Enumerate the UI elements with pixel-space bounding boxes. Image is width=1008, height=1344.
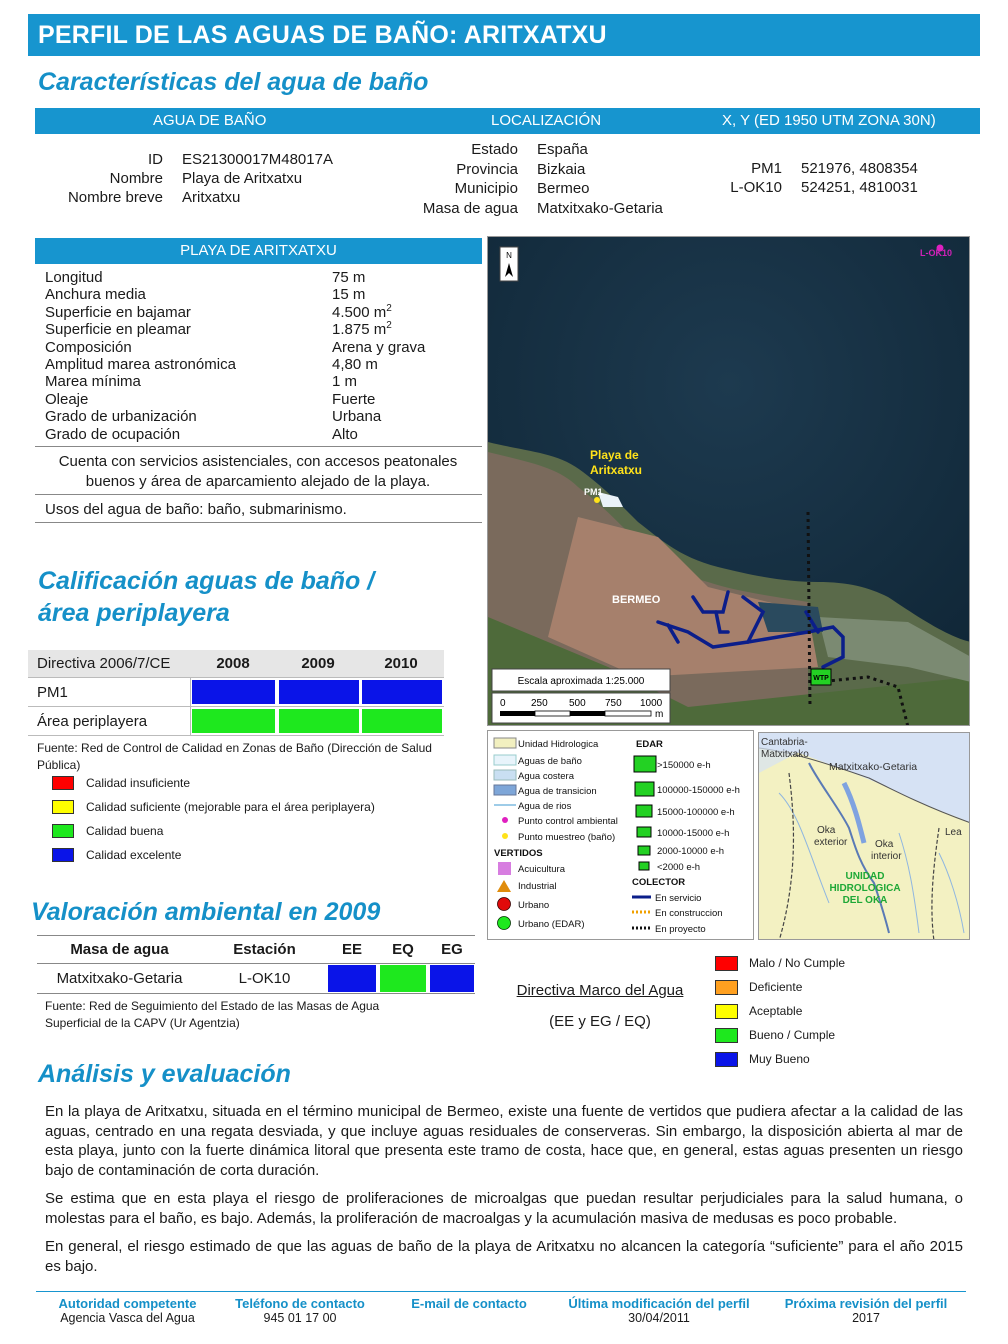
legend-label: Industrial bbox=[518, 881, 557, 892]
agua-header: AGUA DE BAÑO bbox=[153, 112, 267, 129]
legend-label: Calidad insuficiente bbox=[86, 776, 191, 790]
playa-key: Oleaje bbox=[45, 390, 89, 408]
analisis-paragraph: En general, el riesgo estimado de que las aguas de baño de la playa de Aritxatxu no alcancen la categoría “suficiente” para el año 2015 es bajo. bbox=[45, 1238, 963, 1275]
legend-label: En construccion bbox=[655, 908, 723, 919]
footer-col bbox=[770, 1296, 962, 1325]
section-heading-caracteristicas: Características del agua de baño bbox=[38, 68, 429, 96]
legend-swatch-red bbox=[52, 776, 74, 790]
footer-col bbox=[210, 1296, 390, 1325]
header-cell: EE bbox=[341, 941, 362, 958]
header-cell: EG bbox=[441, 941, 463, 958]
masa-cell: Matxitxako-Getaria bbox=[56, 970, 183, 987]
loc-value: Bizkaia bbox=[537, 160, 586, 178]
playa-key: Grado de ocupación bbox=[45, 425, 181, 443]
coord-key: L-OK10 bbox=[730, 179, 782, 196]
inset-map-graphic bbox=[759, 733, 970, 940]
footer-heading: Última modificación del perfil bbox=[568, 1296, 750, 1311]
valoracion-table bbox=[37, 935, 475, 995]
playa-key: Composición bbox=[45, 338, 132, 356]
pm1-label: PM1 bbox=[584, 487, 603, 497]
town-label: BERMEO bbox=[612, 594, 661, 606]
scale-title: Escala aproximada 1:25.000 bbox=[517, 676, 645, 687]
legend-title: VERTIDOS bbox=[494, 848, 543, 859]
inset-label: Cantabria- bbox=[761, 737, 808, 748]
playa-value: Urbana bbox=[332, 408, 382, 426]
footer-heading: Teléfono de contacto bbox=[235, 1296, 365, 1311]
footer-col bbox=[550, 1296, 768, 1325]
inset-label: Oka bbox=[817, 825, 836, 836]
agua-value: ES21300017M48017A bbox=[182, 151, 333, 168]
playa-attributes bbox=[45, 268, 482, 444]
valoracion-fuente bbox=[45, 998, 379, 1031]
footer-col bbox=[390, 1296, 548, 1311]
dma-legend-swatch bbox=[715, 1004, 738, 1019]
inset-label: Oka bbox=[875, 839, 894, 850]
legend-label: Calidad excelente bbox=[86, 848, 182, 862]
quality-cell bbox=[278, 708, 360, 734]
header-cell: Estación bbox=[233, 941, 296, 958]
legend-swatch-blue bbox=[52, 848, 74, 862]
playa-value: Fuerte bbox=[332, 390, 376, 408]
analisis-paragraph: En la playa de Aritxatxu, situada en el término municipal de Bermeo, existe una fuente de vertidos que pudiera afectar a la calidad de las aguas, centrado en una regata desviada, y que incluye aguas residuales de conserveras. Sin embargo, la disposición abierta al mar de esta playa, junto con la fuerte dinámica litoral que presenta este tramo de costa, hace que, en general, estas aguas presenten un riesgo bajo de contaminación de corta duración. bbox=[45, 1103, 963, 1180]
characteristics-header-bar bbox=[35, 108, 980, 134]
scale-tick: 1000 bbox=[640, 698, 663, 709]
playa-key: Grado de urbanización bbox=[45, 408, 197, 426]
status-cell bbox=[327, 964, 377, 993]
header-cell: EQ bbox=[392, 941, 414, 958]
row-label: PM1 bbox=[37, 684, 68, 701]
north-label: N bbox=[506, 251, 512, 260]
dma-title: Directiva Marco del Agua bbox=[516, 982, 684, 999]
wtp-label: WTP bbox=[813, 675, 829, 682]
header-cell: Directiva 2006/7/CE bbox=[37, 655, 171, 672]
footer-value: 30/04/2011 bbox=[628, 1311, 690, 1325]
legend-label: Urbano bbox=[518, 900, 550, 911]
dma-legend-label: Bueno / Cumple bbox=[749, 1028, 836, 1042]
quality-cell bbox=[191, 679, 276, 705]
playa-value: Arena y grava bbox=[332, 338, 426, 356]
location-map[interactable] bbox=[487, 236, 970, 726]
dma-legend-label: Aceptable bbox=[749, 1004, 803, 1018]
playa-value: Alto bbox=[332, 425, 358, 443]
legend-label: 15000-100000 e-h bbox=[657, 807, 735, 818]
sampling-point-marker bbox=[594, 497, 600, 503]
fuente-line: Superficial de la CAPV (Ur Agentzia) bbox=[45, 1015, 240, 1030]
legend-swatch-yellow bbox=[52, 800, 74, 814]
loc-value: España bbox=[537, 141, 588, 158]
loc-key: Provincia bbox=[456, 160, 518, 178]
playa-value: 1 m bbox=[332, 373, 358, 391]
page-title: PERFIL DE LAS AGUAS DE BAÑO: ARITXATXU bbox=[28, 14, 980, 56]
quality-cell bbox=[361, 708, 443, 734]
inset-label: interior bbox=[871, 851, 902, 862]
legend-label: Agua de transicion bbox=[518, 786, 597, 797]
legend-label: <2000 e-h bbox=[657, 862, 701, 873]
inset-label: exterior bbox=[814, 837, 848, 848]
playa-value: 75 m bbox=[332, 269, 366, 286]
row-divider bbox=[28, 706, 444, 707]
footer-col bbox=[30, 1296, 225, 1325]
inset-label: Matxitxako bbox=[761, 749, 809, 760]
playa-key: Marea mínima bbox=[45, 373, 141, 391]
legend-label: Punto control ambiental bbox=[518, 816, 618, 827]
estacion-cell: L-OK10 bbox=[238, 970, 291, 987]
status-cell bbox=[429, 964, 475, 993]
footer-value: 945 01 17 00 bbox=[263, 1311, 337, 1325]
loc-key: Estado bbox=[471, 141, 518, 158]
agua-value: Playa de Aritxatxu bbox=[182, 170, 303, 187]
playa-key: Superficie en bajamar bbox=[45, 303, 191, 321]
legend-label: Calidad suficiente (mejorable para el área periplayera) bbox=[86, 800, 375, 814]
legend-label: Unidad Hidrologica bbox=[518, 739, 599, 750]
inset-map[interactable] bbox=[758, 732, 970, 940]
legend-label: Agua de rios bbox=[518, 801, 572, 812]
row-label: Área periplayera bbox=[37, 713, 148, 730]
header-cell: 2010 bbox=[384, 655, 418, 672]
inset-label: Matxitxako-Getaria bbox=[829, 761, 918, 773]
scale-tick: 0 bbox=[500, 698, 506, 709]
loc-key: Municipio bbox=[454, 180, 518, 197]
inset-label: Lea bbox=[945, 827, 962, 838]
loc-value: Bermeo bbox=[537, 180, 590, 197]
playa-value: 15 m bbox=[332, 286, 366, 304]
playa-servicios: Cuenta con servicios asistenciales, con accesos peatonales buenos y área de aparcamiento alejado de la playa. bbox=[58, 453, 458, 490]
playa-key: Longitud bbox=[45, 269, 103, 286]
status-cell bbox=[379, 964, 427, 993]
header-cell: 2008 bbox=[216, 655, 250, 672]
row-divider bbox=[37, 993, 475, 994]
fuente-line: Fuente: Red de Seguimiento del Estado de las Masas de Agua bbox=[45, 999, 380, 1013]
footer-heading: E-mail de contacto bbox=[411, 1296, 527, 1311]
legend-title: COLECTOR bbox=[632, 877, 686, 888]
legend-label: Acuicultura bbox=[518, 864, 565, 875]
coord-value: 524251, 4810031 bbox=[801, 179, 918, 196]
calificacion-table bbox=[28, 650, 444, 735]
scale-tick: 750 bbox=[605, 698, 622, 709]
legend-title: EDAR bbox=[636, 739, 663, 750]
playa-header: PLAYA DE ARITXATXU bbox=[35, 238, 482, 264]
legend-label: Urbano (EDAR) bbox=[518, 919, 585, 930]
quality-cell bbox=[278, 679, 360, 705]
coords-header: X, Y (ED 1950 UTM ZONA 30N) bbox=[722, 112, 936, 129]
legend-label: >150000 e-h bbox=[657, 760, 711, 771]
footer-value: 2017 bbox=[852, 1311, 880, 1325]
agua-value: Aritxatxu bbox=[182, 189, 241, 206]
legend-label: En proyecto bbox=[655, 924, 706, 935]
header-cell: Masa de agua bbox=[70, 941, 169, 958]
legend-label: 100000-150000 e-h bbox=[657, 785, 740, 796]
agua-key: Nombre bbox=[109, 170, 163, 187]
row-divider bbox=[28, 735, 444, 736]
footer-value: Agencia Vasca del Agua bbox=[60, 1311, 195, 1325]
scale-tick: 250 bbox=[531, 698, 548, 709]
divider bbox=[35, 522, 482, 523]
dma-legend-swatch bbox=[715, 956, 738, 971]
coord-value: 521976, 4808354 bbox=[801, 160, 918, 177]
loc-key: Masa de agua bbox=[422, 199, 518, 217]
legend-label: Punto muestreo (baño) bbox=[518, 832, 616, 843]
map-legend bbox=[487, 730, 754, 940]
footer-heading: Próxima revisión del perfil bbox=[784, 1296, 948, 1311]
dma-legend-swatch bbox=[715, 980, 738, 995]
legend-label: Calidad buena bbox=[86, 824, 164, 838]
map-legend-graphic bbox=[488, 731, 755, 941]
dma-legend-swatch bbox=[715, 1052, 738, 1067]
section-heading-valoracion: Valoración ambiental en 2009 bbox=[31, 898, 381, 926]
legend-label: En servicio bbox=[655, 893, 702, 904]
playa-key: Amplitud marea astronómica bbox=[45, 356, 236, 373]
playa-value: 4.500 $m^2$ bbox=[332, 302, 392, 321]
dma-legend-label: Muy Bueno bbox=[749, 1052, 810, 1066]
playa-key: Anchura media bbox=[45, 286, 146, 304]
divider bbox=[35, 446, 482, 447]
quality-cell bbox=[191, 708, 276, 734]
heading-line: Calificación aguas de baño / bbox=[38, 567, 375, 595]
footer-divider bbox=[36, 1291, 966, 1292]
localizacion-header: LOCALIZACIÓN bbox=[491, 112, 602, 129]
loc-value: Matxitxako-Getaria bbox=[537, 199, 663, 217]
playa-usos: Usos del agua de baño: baño, submarinismo. bbox=[45, 501, 347, 518]
calificacion-fuente: Fuente: Red de Control de Calidad en Zonas de Baño (Dirección de Salud Pública) bbox=[37, 741, 432, 772]
agua-key: ID bbox=[148, 151, 163, 168]
legend-label: 2000-10000 e-h bbox=[657, 846, 725, 857]
lok10-label: L-OK10 bbox=[920, 248, 953, 258]
row-divider bbox=[37, 935, 475, 936]
section-heading-analisis: Análisis y evaluación bbox=[38, 1060, 291, 1088]
section-heading-calificacion bbox=[38, 565, 374, 629]
map-graphic bbox=[488, 237, 970, 726]
legend-label: Agua costera bbox=[518, 771, 574, 782]
inset-label: DEL OKA bbox=[842, 895, 888, 906]
header-cell: 2009 bbox=[301, 655, 335, 672]
legend-label: 10000-15000 e-h bbox=[657, 828, 730, 839]
legend-label: Aguas de baño bbox=[518, 756, 582, 767]
analisis-paragraph: Se estima que en esta playa el riesgo de proliferaciones de microalgas que puedan resultar perjudiciales para la salud humana, o molestas para el baño, es bajo. Además, la proliferación de macroalgas y la acumulación masiva de medusas es poco probable. bbox=[45, 1190, 963, 1227]
beach-label: Playa de bbox=[590, 448, 639, 462]
playa-value: 4,80 m bbox=[332, 356, 378, 373]
dma-legend-swatch bbox=[715, 1028, 738, 1043]
coord-key: PM1 bbox=[751, 160, 782, 177]
dma-subtitle: (EE y EG / EQ) bbox=[549, 1013, 651, 1030]
inset-label: HIDROLOGICA bbox=[829, 883, 901, 894]
quality-cell bbox=[361, 679, 443, 705]
heading-line: área periplayera bbox=[38, 599, 230, 627]
agua-key: Nombre breve bbox=[67, 189, 163, 206]
footer-heading: Autoridad competente bbox=[58, 1296, 197, 1311]
scale-tick: 500 bbox=[569, 698, 586, 709]
row-divider bbox=[28, 677, 444, 678]
divider bbox=[35, 494, 482, 495]
playa-value: 1.875 $m^2$ bbox=[332, 320, 392, 339]
legend-swatch-green bbox=[52, 824, 74, 838]
beach-label: Aritxatxu bbox=[590, 463, 643, 477]
dma-legend-label: Deficiente bbox=[749, 980, 803, 994]
scale-unit: m bbox=[655, 709, 664, 720]
dma-legend-label: Malo / No Cumple bbox=[749, 956, 846, 970]
playa-key: Superficie en pleamar bbox=[45, 321, 191, 339]
inset-label: UNIDAD bbox=[845, 871, 885, 882]
